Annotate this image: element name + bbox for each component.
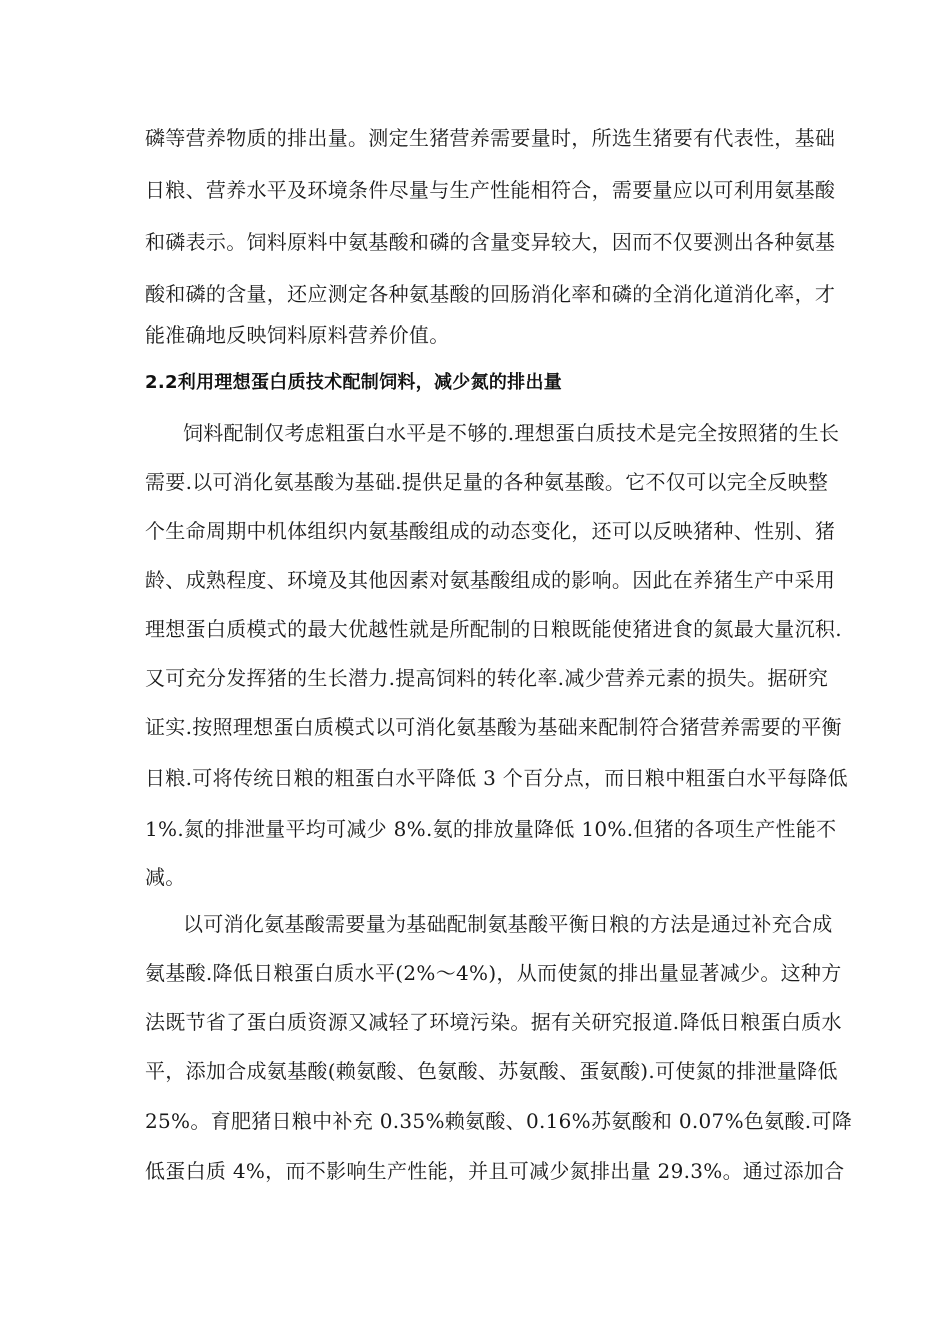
paragraph-line: 25%。育肥猪日粮中补充 0.35%赖氨酸、0.16%苏氨酸和 0.07%色氨酸.可降 <box>145 1109 853 1133</box>
paragraph-line: 法既节省了蛋白质资源又减轻了环境污染。据有关研究报道.降低日粮蛋白质水 <box>145 1010 842 1034</box>
paragraph-line: 需要.以可消化氨基酸为基础.提供足量的各种氨基酸。它不仅可以完全反映整 <box>145 470 829 494</box>
intro-line: 日粮、营养水平及环境条件尽量与生产性能相符合，需要量应以可利用氨基酸 <box>145 178 836 202</box>
paragraph-line: 日粮.可将传统日粮的粗蛋白水平降低 3 个百分点，而日粮中粗蛋白水平每降低 <box>145 766 848 790</box>
intro-line: 磷等营养物质的排出量。测定生猪营养需要量时，所选生猪要有代表性，基础 <box>145 126 836 150</box>
paragraph-line: 1%.氮的排泄量平均可减少 8%.氨的排放量降低 10%.但猪的各项生产性能不 <box>145 817 837 841</box>
paragraph-line: 饲料配制仅考虑粗蛋白水平是不够的.理想蛋白质技术是完全按照猪的生长 <box>183 421 840 445</box>
paragraph-line: 理想蛋白质模式的最大优越性就是所配制的日粮既能使猪进食的氮最大量沉积. <box>145 617 842 641</box>
intro-line: 能准确地反映饲料原料营养价值。 <box>145 323 450 347</box>
paragraph-line: 低蛋白质 4%，而不影响生产性能，并且可减少氮排出量 29.3%。通过添加合 <box>145 1159 845 1183</box>
paragraph-line: 个生命周期中机体组织内氨基酸组成的动态变化，还可以反映猪种、性别、猪 <box>145 519 836 543</box>
paragraph-line: 氨基酸.降低日粮蛋白质水平(2%～4%)，从而使氮的排出量显著减少。这种方 <box>145 961 842 985</box>
intro-line: 和磷表示。饲料原料中氨基酸和磷的含量变异较大，因而不仅要测出各种氨基 <box>145 230 836 254</box>
section-heading: 2.2利用理想蛋白质技术配制饲料，减少氮的排出量 <box>145 372 563 393</box>
paragraph-line: 证实.按照理想蛋白质模式以可消化氨基酸为基础来配制符合猪营养需要的平衡 <box>145 715 842 739</box>
paragraph-line: 减。 <box>145 865 186 889</box>
paragraph-line: 又可充分发挥猪的生长潜力.提高饲料的转化率.减少营养元素的损失。据研究 <box>145 666 829 690</box>
paragraph-line: 平，添加合成氨基酸(赖氨酸、色氨酸、苏氨酸、蛋氨酸).可使氮的排泄量降低 <box>145 1059 838 1083</box>
paragraph-line: 龄、成熟程度、环境及其他因素对氨基酸组成的影响。因此在养猪生产中采用 <box>145 568 836 592</box>
intro-line: 酸和磷的含量，还应测定各种氨基酸的回肠消化率和磷的全消化道消化率，才 <box>145 282 836 306</box>
paragraph-line: 以可消化氨基酸需要量为基础配制氨基酸平衡日粮的方法是通过补充合成 <box>183 912 833 936</box>
